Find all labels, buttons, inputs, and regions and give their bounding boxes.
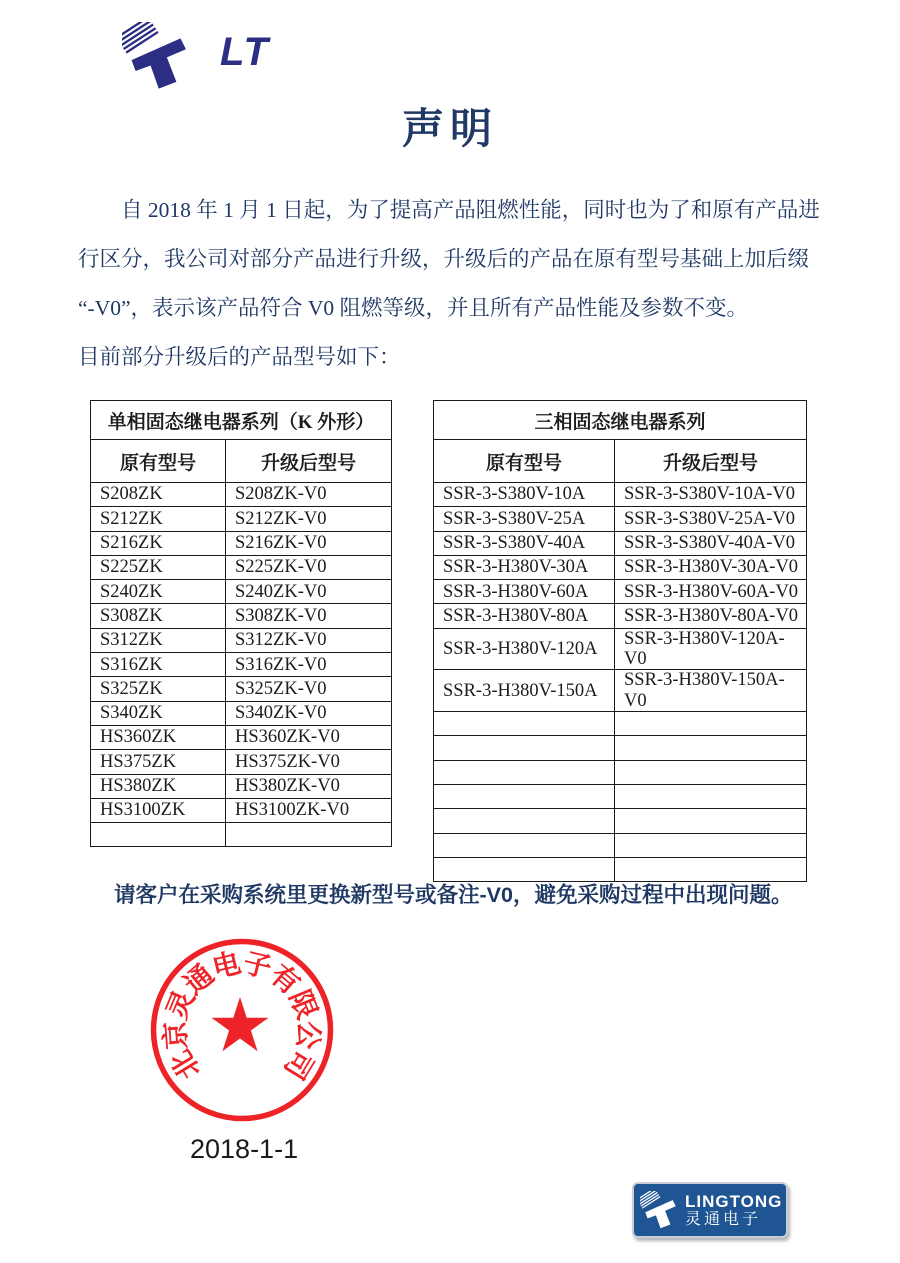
table-row: [434, 736, 807, 760]
footer-lt-icon: [640, 1191, 678, 1229]
table-row: [434, 809, 807, 833]
footer-logo-text: [685, 1192, 782, 1229]
table-column-header: 原有型号: [91, 440, 226, 483]
table-cell: [434, 833, 615, 857]
table-cell: SSR-3-H380V-30A-V0: [615, 555, 807, 579]
table-cell: SSR-3-H380V-80A-V0: [615, 604, 807, 628]
table-cell: [434, 785, 615, 809]
note-suffix: ，避免采购过程中出现问题。: [512, 883, 793, 907]
note-prefix: 请客户在采购系统里更换新型号或备注: [114, 883, 480, 907]
stamp-character: 公: [290, 1019, 324, 1051]
table-cell: S308ZK-V0: [226, 604, 392, 628]
table-cell: S208ZK-V0: [226, 483, 392, 507]
stamp-character: 灵: [161, 986, 202, 1024]
stamp-character: 通: [178, 959, 221, 1002]
table-column-header: 原有型号: [434, 440, 615, 483]
table-row: [434, 507, 807, 531]
table-cell: S240ZK: [91, 580, 226, 604]
table-cell: HS3100ZK-V0: [226, 798, 392, 822]
table-cell: SSR-3-H380V-30A: [434, 555, 615, 579]
table-cell: S212ZK-V0: [226, 507, 392, 531]
stamp-star: [212, 997, 269, 1051]
note-v0: -V0: [479, 883, 513, 907]
table-row: [434, 670, 807, 712]
table-column-header: 升级后型号: [615, 440, 807, 483]
paragraph-line: 自 2018 年 1 月 1 日起，为了提高产品阻燃性能，同时也为了和原有产品进: [121, 198, 820, 222]
lt-logo-icon: [122, 22, 190, 90]
table-cell: HS3100ZK: [91, 798, 226, 822]
table-series-title: 三相固态继电器系列: [434, 401, 807, 440]
table-row: [91, 677, 392, 701]
table-cell: [615, 760, 807, 784]
table-row: [434, 628, 807, 670]
table-cell: SSR-3-H380V-150A-V0: [615, 670, 807, 712]
table-series-title: 单相固态继电器系列（K 外形）: [91, 401, 392, 440]
table-cell: SSR-3-S380V-10A: [434, 483, 615, 507]
table-cell: SSR-3-S380V-25A: [434, 507, 615, 531]
table-cell: S312ZK: [91, 628, 226, 652]
table-row: [434, 580, 807, 604]
table-row: [91, 531, 392, 555]
table-cell: HS360ZK-V0: [226, 725, 392, 749]
table-cell: HS380ZK: [91, 774, 226, 798]
company-stamp: [145, 933, 339, 1127]
table-row: [434, 760, 807, 784]
table-cell: S325ZK: [91, 677, 226, 701]
table-row: [434, 833, 807, 857]
table-column-header: 升级后型号: [226, 440, 392, 483]
table-cell: S208ZK: [91, 483, 226, 507]
table-cell: S216ZK: [91, 531, 226, 555]
table-row: [91, 604, 392, 628]
table-cell: S340ZK: [91, 701, 226, 725]
table-cell: [434, 736, 615, 760]
company-logo: [122, 22, 270, 90]
document-date: 2018-1-1: [190, 1134, 299, 1164]
table-cell: [434, 712, 615, 736]
table-row: [434, 712, 807, 736]
stamp-character: 北: [165, 1044, 207, 1085]
table-cell: SSR-3-H380V-60A: [434, 580, 615, 604]
table-cell: SSR-3-S380V-10A-V0: [615, 483, 807, 507]
table-cell: S316ZK: [91, 653, 226, 677]
table-cell: [226, 823, 392, 847]
table-row: [91, 725, 392, 749]
purchase-note: [114, 878, 793, 909]
footer-logo-name-en: LINGTONG: [685, 1191, 783, 1211]
stamp-character: 司: [277, 1044, 319, 1085]
table-row: [91, 653, 392, 677]
table-cell: [615, 833, 807, 857]
table-cell: SSR-3-S380V-40A: [434, 531, 615, 555]
table-cell: S225ZK-V0: [226, 555, 392, 579]
table-cell: S240ZK-V0: [226, 580, 392, 604]
table-row: [91, 507, 392, 531]
table-cell: SSR-3-H380V-150A: [434, 670, 615, 712]
table-cell: HS375ZK: [91, 750, 226, 774]
paragraph-line: 目前部分升级后的产品型号如下：: [78, 345, 401, 369]
table-cell: [91, 823, 226, 847]
table-cell: [615, 785, 807, 809]
table-cell: HS360ZK: [91, 725, 226, 749]
table-row: [91, 701, 392, 725]
table-cell: SSR-3-H380V-60A-V0: [615, 580, 807, 604]
table-cell: S308ZK: [91, 604, 226, 628]
table-cell: SSR-3-H380V-120A-V0: [615, 628, 807, 670]
page-title: 声明: [401, 107, 498, 153]
table-row: [91, 798, 392, 822]
table-row: [434, 785, 807, 809]
table-cell: S325ZK-V0: [226, 677, 392, 701]
table-cell: S340ZK-V0: [226, 701, 392, 725]
body-paragraph: [78, 186, 818, 382]
table-cell: S312ZK-V0: [226, 628, 392, 652]
table-cell: S212ZK: [91, 507, 226, 531]
table-cell: [434, 809, 615, 833]
table-cell: S225ZK: [91, 555, 226, 579]
table-cell: SSR-3-S380V-40A-V0: [615, 531, 807, 555]
table-row: [434, 555, 807, 579]
footer-logo: [632, 1182, 788, 1238]
paragraph-line: “-V0”，表示该产品符合 V0 阻燃等级，并且所有产品性能及参数不变。: [78, 296, 749, 320]
table-row: [434, 531, 807, 555]
table-cell: [434, 760, 615, 784]
three-phase-relay-table: [433, 400, 807, 882]
table-cell: HS380ZK-V0: [226, 774, 392, 798]
table-cell: SSR-3-S380V-25A-V0: [615, 507, 807, 531]
stamp-character: 京: [160, 1019, 194, 1051]
table-row: [91, 750, 392, 774]
table-row: [91, 483, 392, 507]
single-phase-relay-table: [90, 400, 392, 847]
table-row: [434, 604, 807, 628]
lt-logo-text: LT: [220, 30, 270, 74]
table-row: [91, 823, 392, 847]
table-row: [91, 628, 392, 652]
table-cell: [615, 809, 807, 833]
paragraph-line: 行区分，我公司对部分产品进行升级，升级后的产品在原有型号基础上加后缀: [78, 247, 810, 271]
table-cell: S316ZK-V0: [226, 653, 392, 677]
table-cell: HS375ZK-V0: [226, 750, 392, 774]
stamp-character: 有: [263, 959, 306, 1002]
table-cell: SSR-3-H380V-120A: [434, 628, 615, 670]
table-cell: [615, 712, 807, 736]
footer-logo-name-cn: 灵通电子: [685, 1210, 762, 1228]
table-cell: SSR-3-H380V-80A: [434, 604, 615, 628]
table-row: [91, 555, 392, 579]
table-row: [434, 483, 807, 507]
table-cell: S216ZK-V0: [226, 531, 392, 555]
table-cell: [615, 736, 807, 760]
stamp-character: 限: [282, 986, 323, 1024]
table-row: [91, 774, 392, 798]
table-row: [91, 580, 392, 604]
stamp-character: 子: [240, 947, 275, 985]
stamp-character: 电: [209, 947, 244, 985]
